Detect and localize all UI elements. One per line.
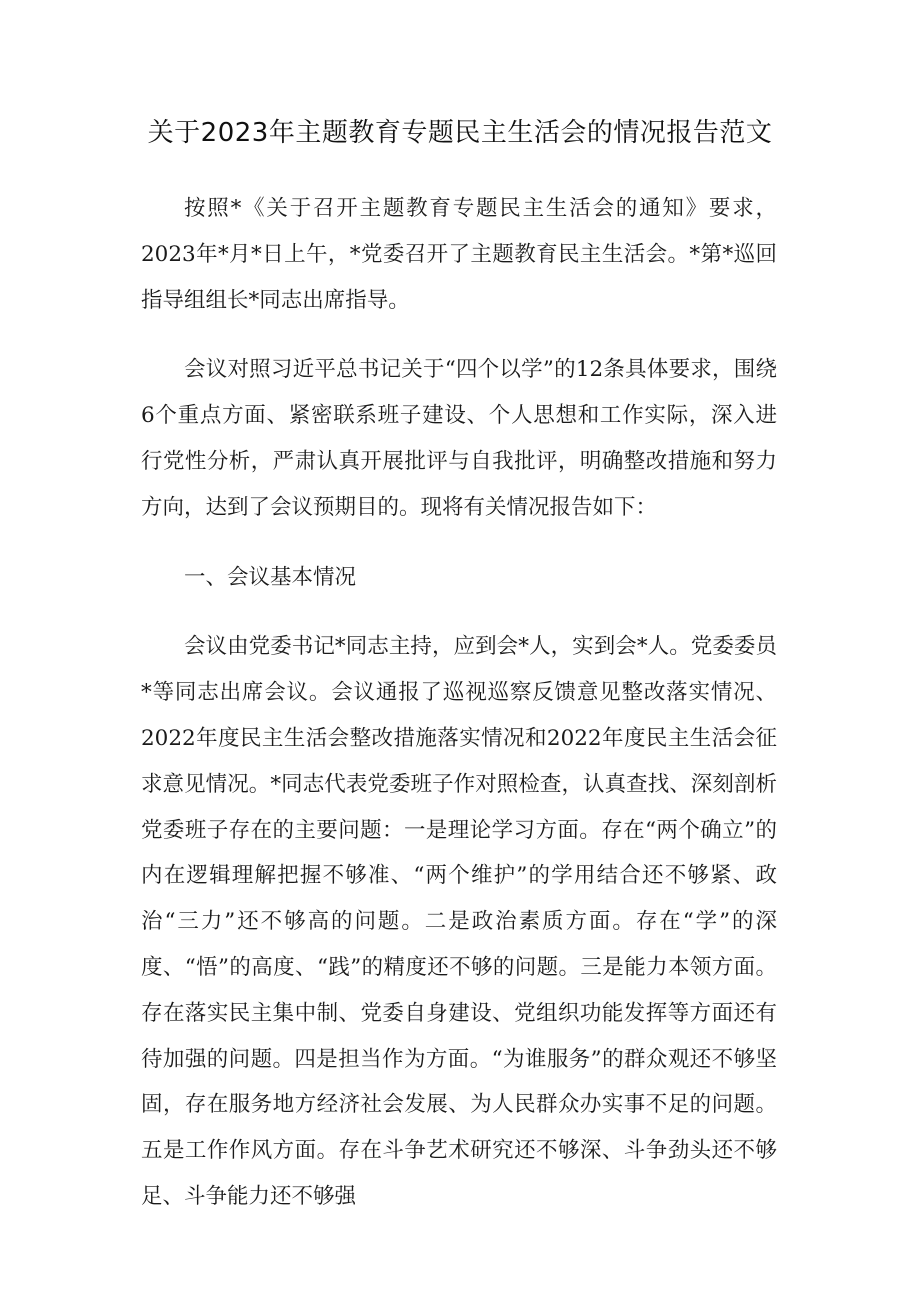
document-body [141,186,777,1244]
section-heading-meeting-basics: 一、会议基本情况 [184,564,357,590]
paragraph-meeting-details: 会议由党委书记*同志主持，应到会*人，实到会*人。党委委员*等同志出席会议。会议通报了巡视巡察反馈意见整改落实情况、2022年度民主生活会整改措施落实情况和2022年度民主生活会征求意见情况。*同志代表党委班子作对照检查，认真查找、深刻剖析党委班子存在的主要问题：一是理论学习方面。存在“两个确立”的内在逻辑理解把握不够准、“两个维护”的学用结合还不够紧、政治“三力”还不够高的问题。二是政治素质方面。存在“学”的深度、“悟”的高度、“践”的精度还不够的问题。三是能力本领方面。存在落实民主集中制、党委自身建设、党组织功能发挥等方面还有待加强的问题。四是担当作为方面。“为谁服务”的群众观还不够坚固，存在服务地方经济社会发展、为人民群众办实事不足的问题。五是工作作风方面。存在斗争艺术研究还不够深、斗争劲头还不够足、斗争能力还不够强 [141,634,777,1209]
document-title: 关于2023年主题教育专题民主生活会的情况报告范文 [147,118,773,148]
paragraph-overview: 会议对照习近平总书记关于“四个以学”的12条具体要求，围绕6个重点方面、紧密联系班子建设、个人思想和工作实际，深入进行党性分析，严肃认真开展批评与自我批评，明确整改措施和努力方向，达到了会议预期目的。现将有关情况报告如下： [141,357,777,520]
paragraph-intro: 按照*《关于召开主题教育专题民主生活会的通知》要求，2023年*月*日上午，*党委召开了主题教育民主生活会。*第*巡回指导组组长*同志出席指导。 [141,196,777,313]
